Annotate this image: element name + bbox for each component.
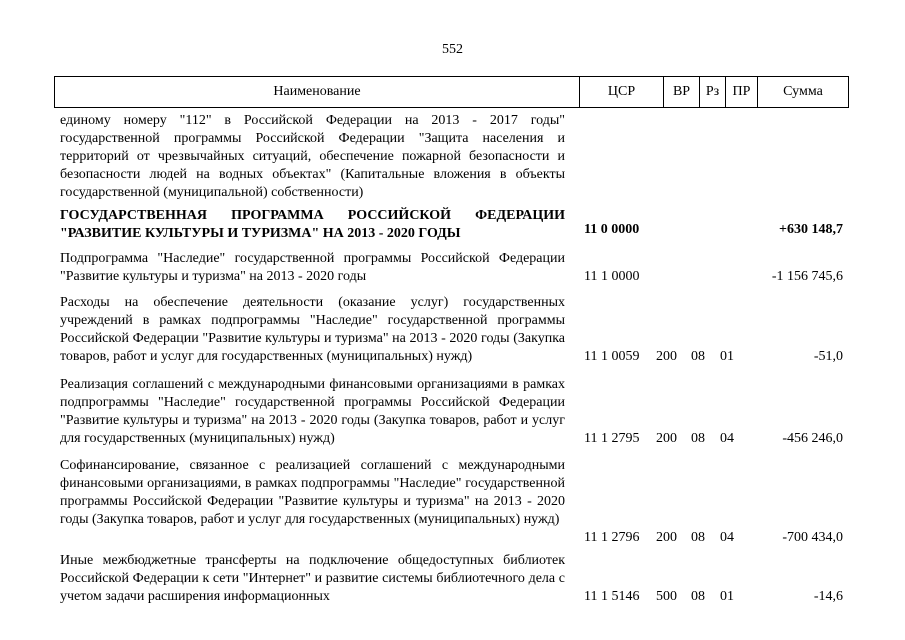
header-rz: Рз	[699, 77, 725, 107]
row-vr: 500	[656, 589, 677, 604]
row-sum: -700 434,0	[782, 530, 843, 545]
row-sum: -456 246,0	[782, 431, 843, 446]
header-sum: Сумма	[757, 77, 848, 107]
row-pr: 01	[720, 349, 734, 364]
row-pr: 04	[720, 530, 734, 545]
header-pr: ПР	[725, 77, 757, 107]
row-pr: 01	[720, 589, 734, 604]
row-name: Подпрограмма "Наследие" государственной программы Российской Федерации "Развитие культуры и туризма" на 2013 - 2020 годы	[60, 251, 565, 284]
row-sum: +630 148,7	[779, 222, 843, 237]
row-rz: 08	[691, 589, 705, 604]
page-number: 552	[442, 42, 463, 57]
row-name: ГОСУДАРСТВЕННАЯ ПРОГРАММА РОССИЙСКОЙ ФЕДЕРАЦИИ "РАЗВИТИЕ КУЛЬТУРЫ И ТУРИЗМА" НА 2013 - 2020 ГОДЫ	[60, 208, 565, 241]
row-name: единому номеру "112" в Российской Федерации на 2013 - 2017 годы" государственной программы Российской Федерации "Защита населения и территорий от чрезвычайных ситуаций, обеспечение пожарной безопасности и безопасности людей на водных объектах" (Капитальные вложения в объекты государственной (муниципальной) собственности)	[60, 113, 565, 200]
row-name: Софинансирование, связанное с реализацией соглашений с международными финансовыми организациями, в рамках подпрограммы "Наследие" государственной программы Российской Федерации "Развитие культуры и туризма" на 2013 - 2020 годы (Закупка товаров, работ и услуг для государственных (муниципальных) нужд)	[60, 458, 565, 527]
row-vr: 200	[656, 530, 677, 545]
header-vr: ВР	[663, 77, 699, 107]
row-csr: 11 1 0059	[584, 349, 640, 364]
row-sum: -14,6	[813, 589, 843, 604]
row-name: Иные межбюджетные трансферты на подключение общедоступных библиотек Российской Федерации к сети "Интернет" и развитие системы библиотечного дела с учетом задачи расширения информационных	[60, 553, 565, 604]
row-rz: 08	[691, 530, 705, 545]
header-name: Наименование	[273, 84, 361, 99]
row-csr: 11 1 2795	[584, 431, 640, 446]
row-csr: 11 1 0000	[584, 269, 640, 284]
row-csr: 11 1 5146	[584, 589, 640, 604]
row-rz: 08	[691, 349, 705, 364]
row-sum: -51,0	[813, 349, 843, 364]
row-vr: 200	[656, 349, 677, 364]
row-vr: 200	[656, 431, 677, 446]
row-name: Расходы на обеспечение деятельности (оказание услуг) государственных учреждений в рамках подпрограммы "Наследие" государственной программы Российской Федерации "Развитие культуры и туризма" на 2013 - 2020 годы (Закупка товаров, работ и услуг для государственных (муниципальных) нужд)	[60, 295, 565, 364]
row-csr: 11 1 2796	[584, 530, 640, 545]
table-header	[54, 76, 849, 108]
row-name: Реализация соглашений с международными финансовыми организациями в рамках подпрограммы "Наследие" государственной программы Российской Федерации "Развитие культуры и туризма" на 2013 - 2020 годы (Закупка товаров, работ и услуг для государственных (муниципальных) нужд)	[60, 377, 565, 446]
row-pr: 04	[720, 431, 734, 446]
header-csr: ЦСР	[579, 77, 663, 107]
row-rz: 08	[691, 431, 705, 446]
row-csr: 11 0 0000	[584, 222, 640, 237]
row-sum: -1 156 745,6	[771, 269, 843, 284]
